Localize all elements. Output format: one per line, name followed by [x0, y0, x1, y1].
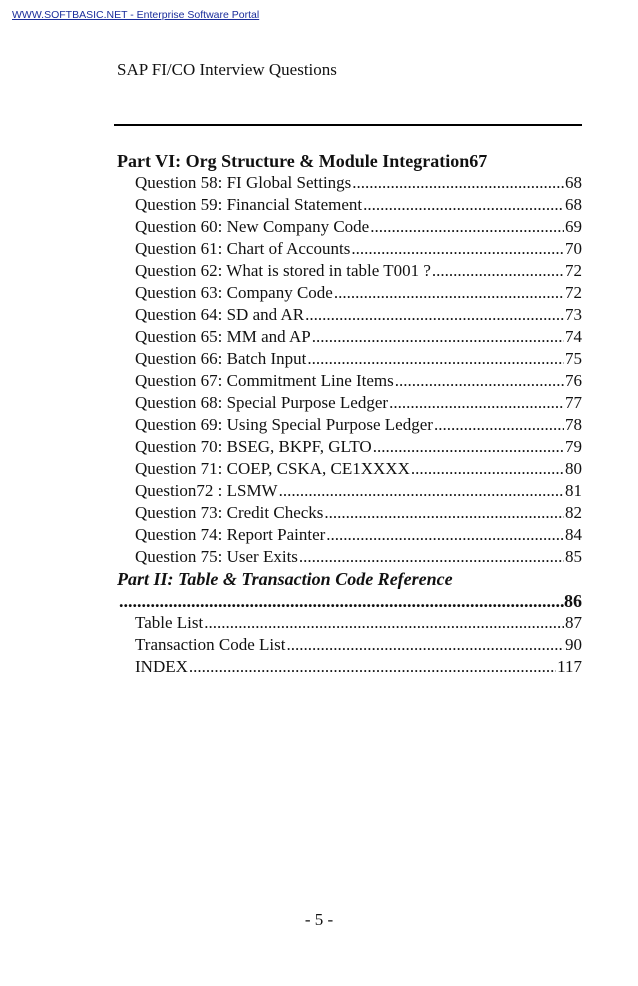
toc-part6-page: 67	[469, 151, 488, 171]
toc-entry-page: 85	[565, 547, 582, 566]
toc-dot-leader	[204, 612, 564, 634]
toc-entry[interactable]	[117, 216, 582, 238]
toc-entry-label: Question 66: Batch Input	[135, 349, 307, 368]
toc-dot-leader	[286, 634, 564, 656]
toc-dot-leader	[334, 282, 564, 304]
toc-entry-label: Question 58: FI Global Settings	[135, 173, 352, 192]
toc-entry-page: 82	[565, 503, 582, 522]
header-divider	[114, 124, 582, 126]
toc-entry[interactable]	[117, 414, 582, 436]
toc-entry[interactable]	[117, 656, 582, 678]
toc-entry-page: 78	[565, 415, 582, 434]
toc-entry-label: Question 59: Financial Statement	[135, 195, 363, 214]
toc-entry-page: 87	[565, 613, 582, 632]
toc-entry[interactable]	[117, 634, 582, 656]
toc-dot-leader	[312, 326, 564, 348]
toc-entry-label: Question 63: Company Code	[135, 283, 333, 302]
toc-dot-leader	[326, 524, 564, 546]
toc-entry-label: Question 68: Special Purpose Ledger	[135, 393, 389, 412]
toc-entry-page: 80	[565, 459, 582, 478]
page-number: - 5 -	[304, 910, 334, 929]
toc-entry-page: 72	[565, 261, 582, 280]
toc-entry-page: 90	[565, 635, 582, 654]
toc-entry[interactable]	[117, 238, 582, 260]
toc-entry[interactable]	[117, 260, 582, 282]
toc-entry[interactable]	[117, 458, 582, 480]
toc-dot-leader	[363, 194, 564, 216]
toc-entry-label: Table List	[135, 613, 204, 632]
toc-entry-page: 84	[565, 525, 582, 544]
toc-entry-page: 73	[565, 305, 582, 324]
toc-dot-leader	[307, 348, 564, 370]
toc-entry[interactable]	[117, 546, 582, 568]
toc-part2-page: 86	[564, 591, 582, 611]
toc-dot-leader	[351, 238, 564, 260]
toc-entry-label: Question 61: Chart of Accounts	[135, 239, 351, 258]
toc-entry-page: 77	[565, 393, 582, 412]
toc-dot-leader	[370, 216, 564, 238]
toc-dot-leader	[411, 458, 564, 480]
toc-part6-list	[117, 172, 582, 568]
document-title: SAP FI/CO Interview Questions	[117, 60, 337, 79]
toc-entry-page: 70	[565, 239, 582, 258]
toc-entry-page: 68	[565, 173, 582, 192]
toc-entry[interactable]	[117, 502, 582, 524]
toc-entry-page: 69	[565, 217, 582, 236]
toc-part2-list	[117, 612, 582, 678]
toc-dot-leader	[279, 480, 564, 502]
toc-entry-label: Question 74: Report Painter	[135, 525, 326, 544]
toc-part2-leader	[117, 590, 582, 612]
toc-dot-leader	[434, 414, 564, 436]
toc-dot-leader	[189, 656, 556, 678]
toc-entry[interactable]	[117, 172, 582, 194]
toc-entry[interactable]	[117, 194, 582, 216]
toc-entry[interactable]	[117, 282, 582, 304]
toc-dot-leader	[432, 260, 564, 282]
toc-part6-heading	[117, 150, 582, 172]
toc-dot-leader	[119, 590, 564, 612]
toc-dot-leader	[299, 546, 564, 568]
toc-entry[interactable]	[117, 392, 582, 414]
toc-entry-page: 68	[565, 195, 582, 214]
toc-entry-label: Question 67: Commitment Line Items	[135, 371, 394, 390]
toc-entry-label: Question 69: Using Special Purpose Ledger	[135, 415, 433, 434]
toc-entry[interactable]	[117, 524, 582, 546]
toc-entry-label: INDEX	[135, 657, 188, 676]
toc-entry[interactable]	[117, 480, 582, 502]
toc-entry-label: Question 73: Credit Checks	[135, 503, 324, 522]
toc-entry-label: Question 75: User Exits	[135, 547, 298, 566]
toc-entry-label: Question72 : LSMW	[135, 481, 278, 500]
toc-entry-page: 74	[565, 327, 582, 346]
toc-entry-label: Transaction Code List	[135, 635, 286, 654]
toc-dot-leader	[395, 370, 564, 392]
toc-entry[interactable]	[117, 326, 582, 348]
toc-entry-label: Question 64: SD and AR	[135, 305, 305, 324]
toc-entry[interactable]	[117, 612, 582, 634]
toc-entry[interactable]	[117, 436, 582, 458]
toc-entry-page: 75	[565, 349, 582, 368]
toc-entry[interactable]	[117, 348, 582, 370]
toc-dot-leader	[305, 304, 564, 326]
toc-entry-label: Question 62: What is stored in table T001 ?	[135, 261, 431, 280]
toc-part2-title: Part II: Table & Transaction Code Reference	[117, 569, 453, 589]
toc-entry-page: 72	[565, 283, 582, 302]
toc-dot-leader	[324, 502, 564, 524]
toc-dot-leader	[352, 172, 564, 194]
toc-entry-page: 81	[565, 481, 582, 500]
toc-entry-page: 117	[557, 657, 582, 676]
toc-part6-title: Part VI: Org Structure & Module Integration	[117, 151, 470, 171]
toc-entry-label: Question 70: BSEG, BKPF, GLTO	[135, 437, 372, 456]
toc-entry-page: 79	[565, 437, 582, 456]
toc-entry-label: Question 65: MM and AP	[135, 327, 311, 346]
toc-entry[interactable]	[117, 370, 582, 392]
toc-dot-leader	[389, 392, 564, 414]
table-of-contents	[117, 150, 582, 678]
toc-entry[interactable]	[117, 304, 582, 326]
toc-entry-page: 76	[565, 371, 582, 390]
toc-entry-label: Question 71: COEP, CSKA, CE1XXXX	[135, 459, 410, 478]
toc-entry-label: Question 60: New Company Code	[135, 217, 370, 236]
toc-dot-leader	[373, 436, 564, 458]
softbasic-portal-link[interactable]: WWW.SOFTBASIC.NET - Enterprise Software Portal	[12, 9, 260, 21]
